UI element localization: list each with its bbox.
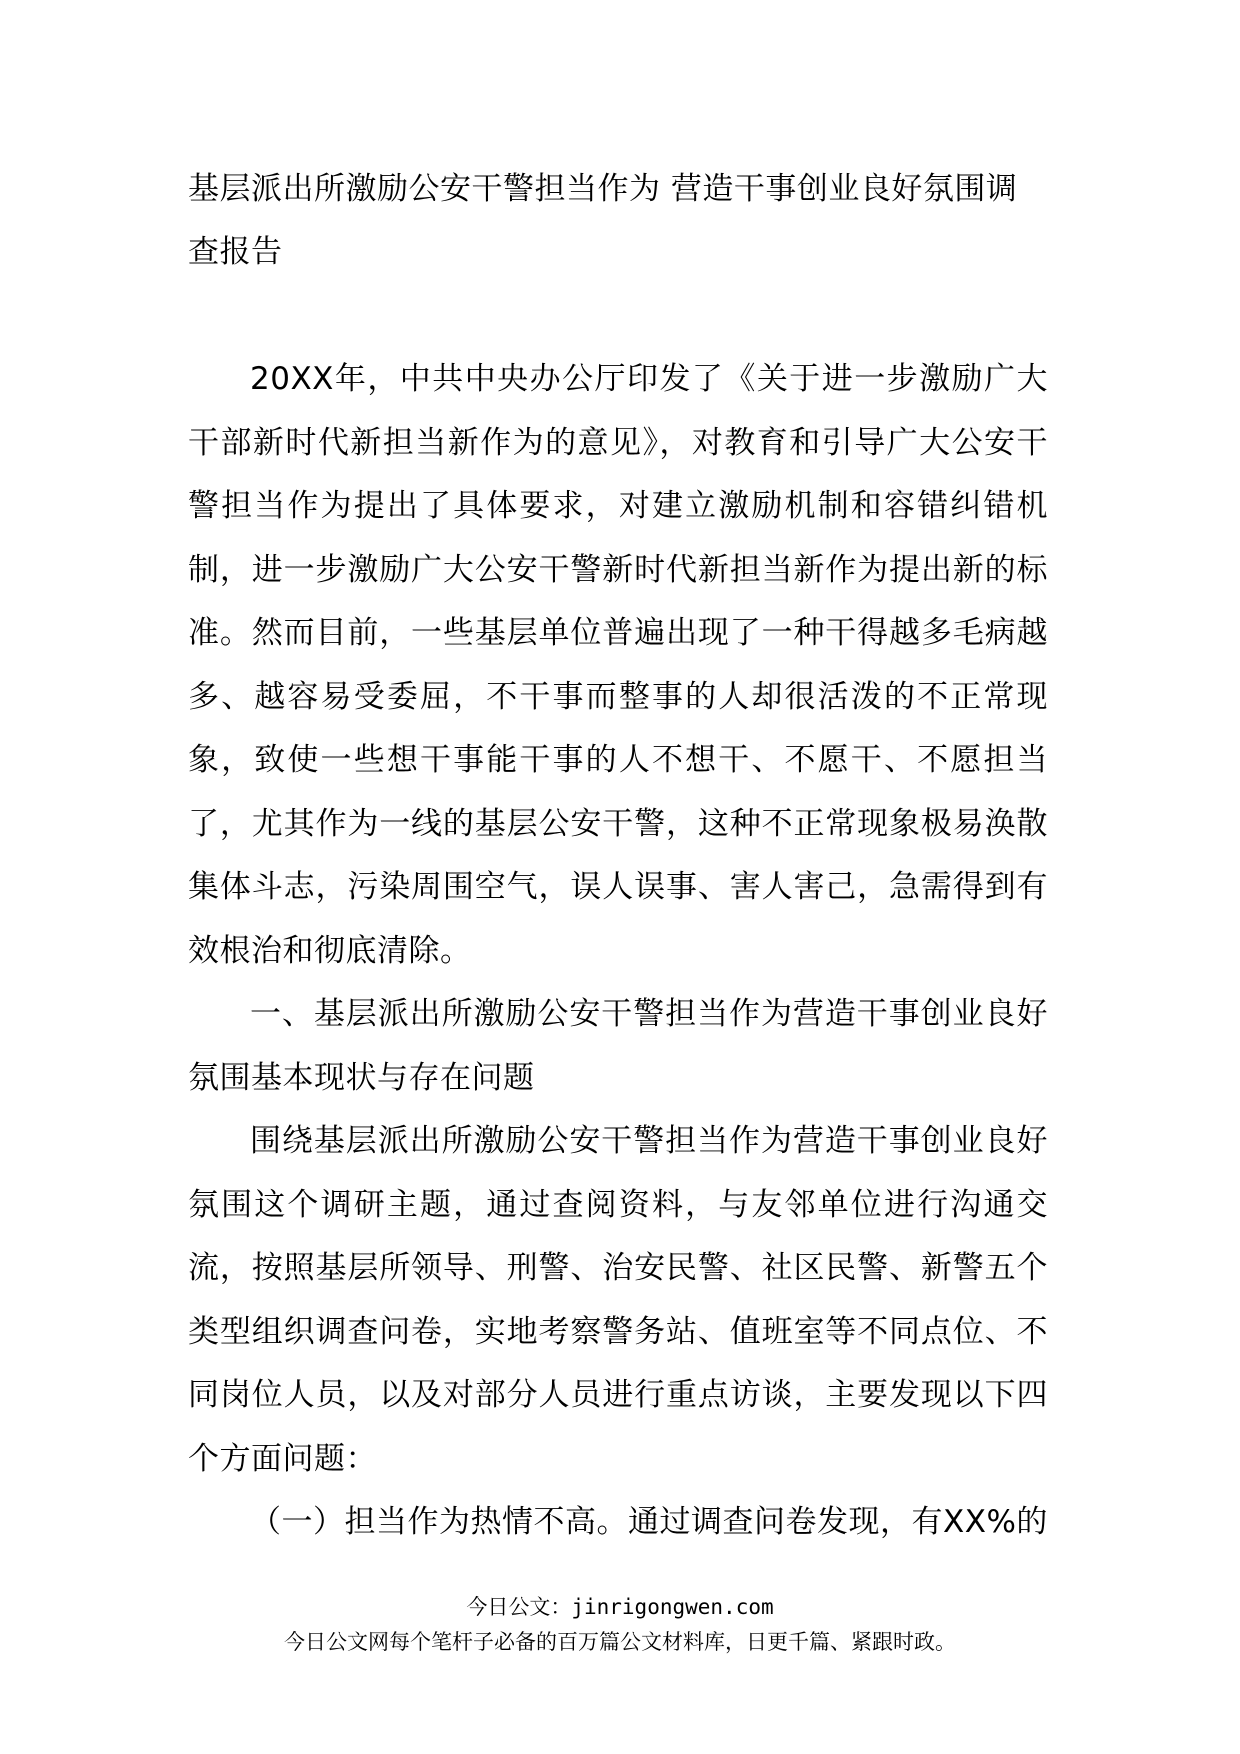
paragraph-method: 围绕基层派出所激励公安干警担当作为营造干事创业良好氛围这个调研主题，通过查阅资料，与友邻单位进行沟通交流，按照基层所领导、刑警、治安民警、社区民警、新警五个类型组织调查问卷，实地考察警务站、值班室等不同点位、不同岗位人员，以及对部分人员进行重点访谈，主要发现以下四个方面问题：: [188, 1123, 1048, 1477]
subsection-heading-1: （一）担当作为热情不高。通过调查问卷发现，有XX%的: [250, 1504, 1048, 1540]
title-spacer: [188, 284, 1048, 348]
document-body: [188, 158, 1048, 1555]
footer-slogan: 今日公文网每个笔杆子必备的百万篇公文材料库，日更千篇、紧跟时政。: [284, 1630, 956, 1654]
section-heading-1: 一、基层派出所激励公安干警担当作为营造干事创业良好氛围基本现状与存在问题: [188, 996, 1048, 1096]
document-title: 基层派出所激励公安干警担当作为 营造干事创业良好氛围调查报告: [188, 171, 1018, 270]
footer-site-line: [0, 1593, 1240, 1621]
paragraph-intro: 20XX年，中共中央办公厅印发了《关于进一步激励广大干部新时代新担当新作为的意见》，对教育和引导广大公安干警担当作为提出了具体要求，对建立激励机制和容错纠错机制，进一步激励广大公安干警新时代新担当新作为提出新的标准。然而目前，一些基层单位普遍出现了一种干得越多毛病越多、越容易受委屈，不干事而整事的人却很活泼的不正常现象，致使一些想干事能干事的人不想干、不愿干、不愿担当了，尤其作为一线的基层公安干警，这种不正常现象极易涣散集体斗志，污染周围空气，误人误事、害人害己，急需得到有效根治和彻底清除。: [188, 361, 1048, 969]
footer-site-url[interactable]: jinrigongwen.com: [571, 1595, 774, 1619]
footer-site-label: 今日公文：: [466, 1595, 572, 1619]
